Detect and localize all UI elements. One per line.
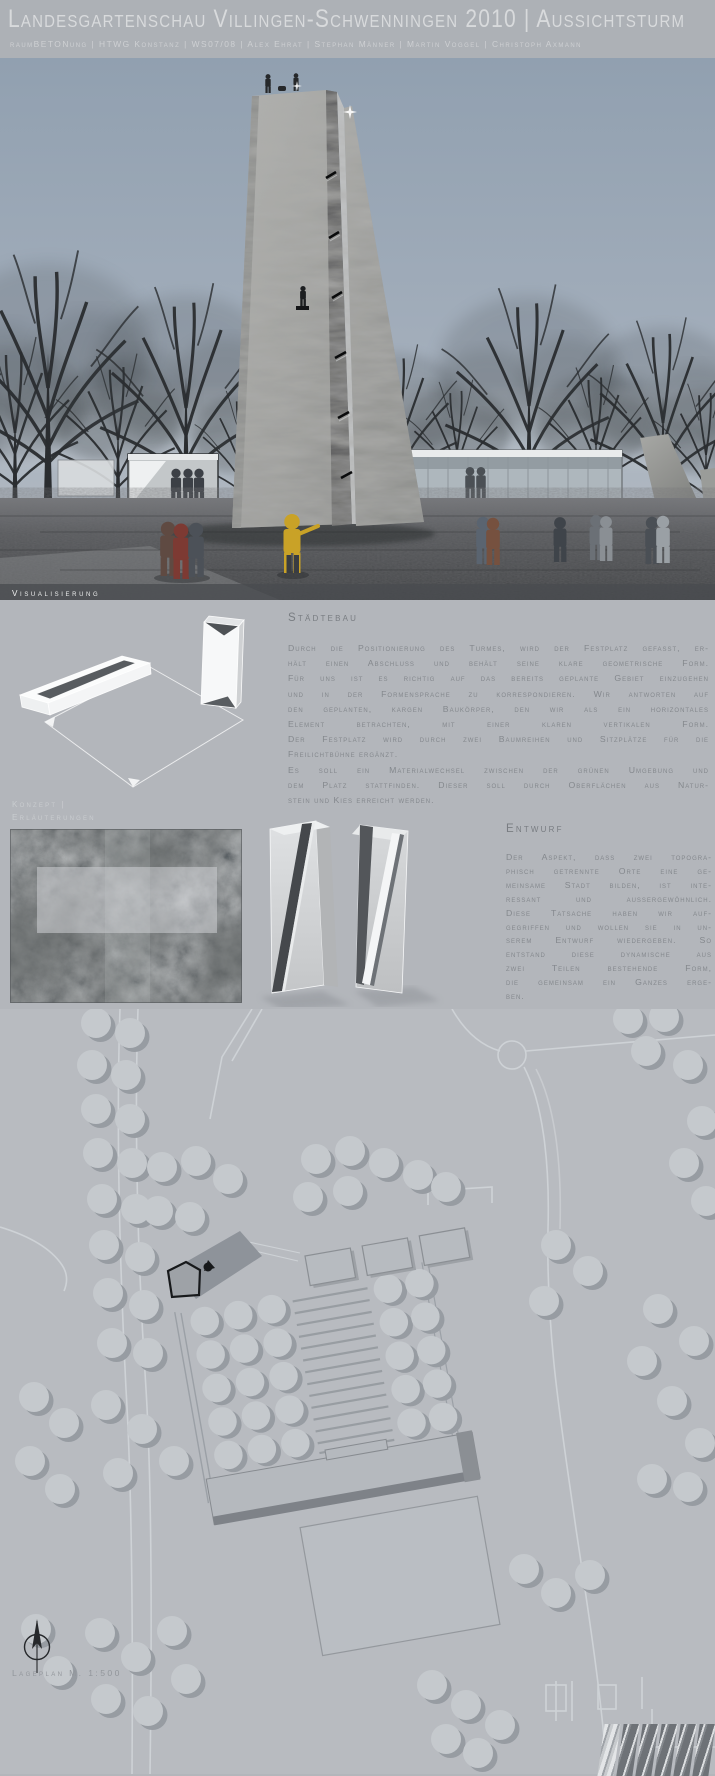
konzept-label-line2: Erläuterungen bbox=[12, 813, 96, 822]
horizontal-building-box bbox=[20, 656, 151, 715]
visualization-panel bbox=[0, 58, 715, 600]
staedtebau-text bbox=[288, 641, 709, 808]
text-line: Freilichtbühne ergänzt. bbox=[288, 749, 399, 760]
text-line: Der Festplatz wird durch zwei Baumreihen und Sitzplätze für die bbox=[288, 734, 709, 745]
text-line: Der Aspekt, dass zwei topogra- bbox=[506, 852, 712, 862]
entwurf-heading: Entwurf bbox=[506, 823, 564, 835]
text-line: Für uns ist es richtig auf das bereits geplante Gebiet einzugehen bbox=[288, 673, 709, 684]
tower-forms-diagram bbox=[252, 815, 452, 1007]
text-line: und in der Formensprache zu korrespondieren. Wir antworten auf bbox=[288, 688, 709, 699]
text-line: dem Platz stattfinden. Dieser soll durch Oberflächen aus Natur- bbox=[288, 779, 709, 790]
raumbetonung-tower-logo-strip bbox=[601, 1724, 715, 1776]
text-line: die gemeinsam ein Ganzes erge- bbox=[506, 977, 712, 988]
form-left-prism bbox=[270, 821, 338, 993]
tower-rendering-image bbox=[0, 58, 715, 600]
entwurf-text bbox=[506, 851, 712, 1004]
text-line: stein und Kies erreicht werden. bbox=[288, 795, 435, 806]
vertical-tower-box bbox=[201, 616, 244, 708]
text-line: den geplanten, kargen Baukörper, den wir als ein horizontales bbox=[288, 703, 709, 714]
text-line: hält einen Abschluss und behält seine klare geometrische Form. bbox=[288, 658, 709, 669]
image-caption-band bbox=[0, 584, 715, 600]
aerial-photo bbox=[10, 829, 242, 1003]
right-pavilion bbox=[388, 450, 622, 502]
logo-stripe bbox=[692, 1724, 715, 1776]
text-line: entstand diese dynamische aus bbox=[506, 949, 712, 960]
page-title: Landesgartenschau Villingen-Schwenningen 2010 | Aussichtsturm bbox=[8, 6, 686, 34]
konzept-label-line1: Konzept | bbox=[12, 800, 66, 809]
text-line: Es soll ein Materialwechsel zwischen der grünen Umgebung und bbox=[288, 764, 709, 775]
text-line: Element betrachten, mit einer klaren vertikalen Form. bbox=[288, 719, 709, 730]
visualisierung-label: Visualisierung bbox=[12, 589, 101, 598]
site-plan bbox=[0, 1009, 715, 1774]
text-line: gegriffen und wollen sie in un- bbox=[506, 921, 712, 932]
staedtebau-heading: Städtebau bbox=[288, 612, 359, 624]
city-connection-band bbox=[37, 867, 217, 933]
lageplan-label: Lageplan M. 1:500 bbox=[12, 1668, 122, 1678]
text-line: ressant und aussergewöhnlich. bbox=[506, 893, 712, 904]
page-subtitle: raumBETONung | HTWG Konstanz | WS07/08 | Alex Ehrat | Stephan Männer | Martin Voggel | Christoph Axmann bbox=[10, 39, 583, 49]
text-line: phisch getrennte Orte eine ge- bbox=[506, 865, 712, 876]
text-line: zwei Teilen bestehende Form, bbox=[506, 963, 712, 974]
header bbox=[0, 0, 715, 58]
text-line: ben. bbox=[506, 991, 525, 1002]
text-line: meinsame Stadt bilden, ist inte- bbox=[506, 879, 712, 890]
form-right-prism bbox=[352, 825, 408, 993]
concept-axono-diagram bbox=[0, 600, 260, 800]
text-line: Diese Tatsache haben wir auf- bbox=[506, 907, 712, 918]
konzept-label bbox=[12, 798, 96, 824]
text-line: Durch die Positionierung des Turmes, wird der Festplatz gefasst, er- bbox=[288, 643, 709, 653]
text-line: serem Entwurf wiedergeben. So bbox=[506, 935, 712, 946]
